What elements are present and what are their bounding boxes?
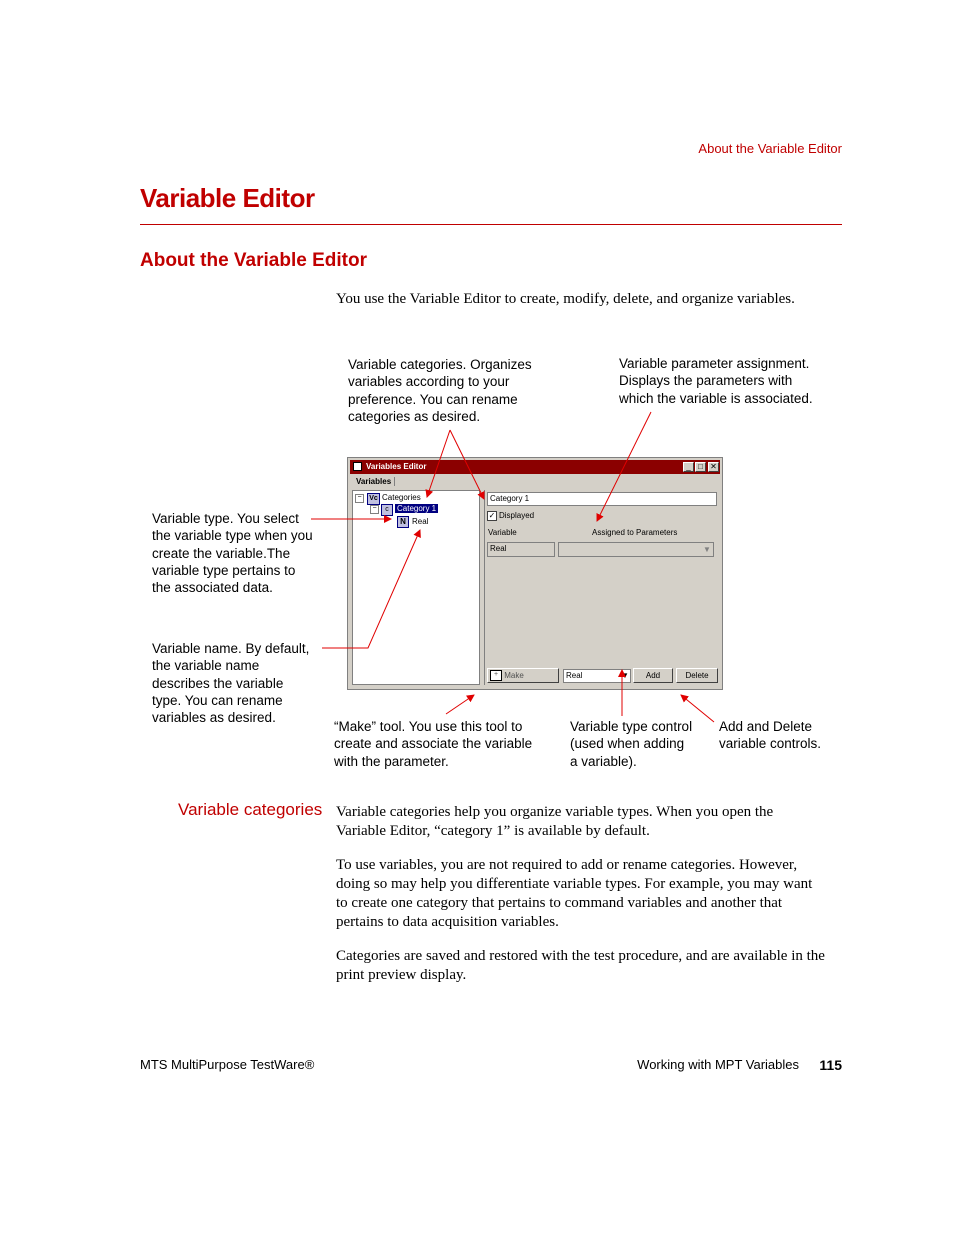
paragraph-2: To use variables, you are not required to add or rename categories. However, doing so may help you differentiate variable types. For example, you may want to create one category that pertains to command variables and another that pertains to data acquisition variables.: [336, 857, 813, 930]
running-head: About the Variable Editor: [698, 141, 842, 156]
callout-variable-name: Variable name. By default, the variable name describes the variable type. You can rename variables as desired.: [152, 641, 310, 726]
category-icon: c: [381, 504, 393, 516]
assigned-column-header: Assigned to Parameters: [592, 528, 678, 537]
collapse-icon[interactable]: −: [355, 494, 364, 503]
tree-category-label[interactable]: Category 1: [397, 504, 437, 513]
paragraph-1: Variable categories help you organize variable types. When you open the Variable Editor, “category 1” is available by default.: [336, 804, 774, 839]
arrow-parameter: [597, 412, 651, 521]
dialog-title: Variables Editor: [366, 462, 427, 471]
categories-icon: Vc: [367, 493, 380, 505]
tree-variable-label[interactable]: Real: [412, 517, 429, 526]
add-button[interactable]: Add: [633, 668, 673, 683]
variable-column-header: Variable: [488, 528, 517, 537]
chapter-title: Variable Editor: [140, 183, 315, 213]
paragraph-3: Categories are saved and restored with the test procedure, and are available in the print preview display.: [336, 948, 825, 983]
callout-categories: Variable categories. Organizes variables according to your preference. You can rename categories as desired.: [348, 357, 532, 424]
callout-type-control: Variable type control (used when adding a variable).: [570, 719, 693, 769]
variable-name-cell[interactable]: Real: [487, 542, 555, 557]
section-title: About the Variable Editor: [140, 250, 367, 271]
footer-left: MTS MultiPurpose TestWare®: [140, 1057, 315, 1072]
make-tool-button[interactable]: + Make: [487, 668, 559, 683]
maximize-icon[interactable]: □: [695, 462, 706, 472]
make-tool-icon: +: [490, 670, 502, 681]
displayed-checkbox[interactable]: ✓: [488, 511, 496, 520]
callout-make-tool: “Make” tool. You use this tool to create and associate the variable with the parameter.: [334, 719, 533, 769]
displayed-label: Displayed: [499, 511, 535, 520]
arrow-variable-name: [322, 530, 420, 648]
chevron-down-icon: ▼: [621, 671, 629, 680]
callout-variable-type: Variable type. You select the variable type when you create the variable.The variable type pertains to the associated data.: [152, 511, 313, 596]
collapse-icon[interactable]: −: [370, 505, 379, 514]
close-icon[interactable]: ✕: [708, 462, 719, 472]
subsection-title: Variable categories: [178, 800, 323, 819]
chevron-down-icon: ▼: [703, 545, 711, 554]
arrow-make: [446, 695, 474, 714]
delete-button[interactable]: Delete: [676, 668, 718, 683]
callout-add-delete: Add and Delete variable controls.: [719, 719, 822, 752]
callout-parameter-assignment: Variable parameter assignment. Displays the parameters with which the variable is associated.: [619, 356, 813, 406]
footer-right: Working with MPT Variables: [637, 1057, 799, 1072]
minimize-icon[interactable]: _: [683, 462, 694, 472]
arrow-add-delete: [681, 695, 714, 722]
category-name-field[interactable]: Category 1: [487, 492, 717, 506]
tree-root-label[interactable]: Categories: [382, 493, 421, 502]
variable-type-select[interactable]: Real: [563, 669, 631, 683]
page-number: 115: [819, 1057, 842, 1073]
intro-paragraph: You use the Variable Editor to create, modify, delete, and organize variables.: [336, 291, 795, 307]
arrow-categories-field: [450, 430, 484, 499]
menu-variables[interactable]: Variables: [356, 477, 392, 486]
arrow-categories-tree: [427, 430, 450, 497]
numeric-type-icon: N: [397, 516, 409, 528]
